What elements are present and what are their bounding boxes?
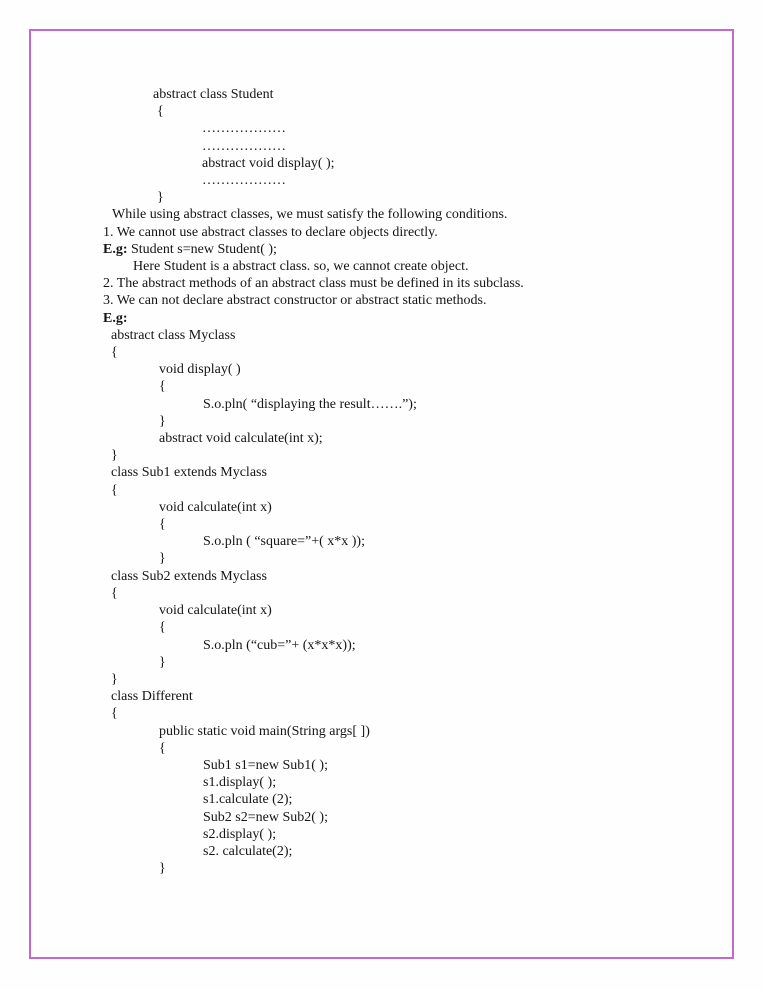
text-line — [103, 826, 728, 843]
line-text: { — [159, 740, 166, 756]
text-line — [103, 241, 728, 258]
line-text: ……………… — [202, 138, 286, 154]
line-text: Sub2 s2=new Sub2( ); — [203, 809, 328, 825]
line-text: { — [159, 517, 166, 533]
line-text: class Sub1 extends Myclass — [111, 465, 267, 481]
text-line — [103, 378, 728, 395]
line-text: public static void main(String args[ ]) — [159, 723, 370, 739]
text-line — [103, 189, 728, 206]
line-text: } — [159, 654, 166, 670]
text-line — [103, 723, 728, 740]
text-line — [103, 482, 728, 499]
line-text: } — [157, 190, 164, 206]
text-line — [103, 86, 728, 103]
line-text: abstract class Myclass — [111, 327, 236, 343]
line-text: Here Student is a abstract class. so, we cannot create object. — [133, 259, 469, 275]
text-line — [103, 533, 728, 550]
text-line — [103, 602, 728, 619]
line-text: s1.display( ); — [203, 775, 277, 791]
line-text: S.o.pln( “displaying the result…….”); — [203, 396, 417, 412]
line-text: { — [159, 379, 166, 395]
line-text: } — [159, 861, 166, 877]
text-line — [103, 103, 728, 120]
text-line — [103, 138, 728, 155]
text-line — [103, 361, 728, 378]
line-text: 1. We cannot use abstract classes to declare objects directly. — [103, 224, 438, 240]
text-line — [103, 327, 728, 344]
text-line — [103, 671, 728, 688]
text-line — [103, 344, 728, 361]
line-text: class Different — [111, 689, 193, 705]
line-text: 3. We can not declare abstract constructor or abstract static methods. — [103, 293, 487, 309]
line-text: ……………… — [202, 121, 286, 137]
line-text: s2. calculate(2); — [203, 843, 293, 859]
line-text: } — [159, 413, 166, 429]
text-line — [103, 568, 728, 585]
text-line — [103, 791, 728, 808]
text-line — [103, 310, 728, 327]
text-line — [103, 224, 728, 241]
text-line — [103, 120, 728, 137]
text-line — [103, 619, 728, 636]
line-text: void display( ) — [159, 362, 241, 378]
text-line — [103, 206, 728, 223]
line-text: { — [159, 620, 166, 636]
bold-label: E.g: — [103, 310, 128, 326]
line-text: While using abstract classes, we must satisfy the following conditions. — [112, 207, 508, 223]
text-line — [103, 688, 728, 705]
line-text: s2.display( ); — [203, 826, 277, 842]
text-line — [103, 413, 728, 430]
line-text: } — [159, 551, 166, 567]
line-text: } — [111, 448, 118, 464]
text-line — [103, 654, 728, 671]
document-lines — [103, 86, 728, 877]
text-line — [103, 292, 728, 309]
text-line — [103, 275, 728, 292]
text-line — [103, 172, 728, 189]
line-text: { — [111, 585, 118, 601]
text-line — [103, 585, 728, 602]
text-line — [103, 464, 728, 481]
text-line — [103, 757, 728, 774]
text-line — [103, 516, 728, 533]
text-line — [103, 258, 728, 275]
line-text: { — [111, 345, 118, 361]
line-text: 2. The abstract methods of an abstract class must be defined in its subclass. — [103, 276, 524, 292]
line-text: } — [111, 671, 118, 687]
line-text: s1.calculate (2); — [203, 792, 293, 808]
line-text: S.o.pln (“cub=”+ (x*x*x)); — [203, 637, 356, 653]
line-text: Student s=new Student( ); — [127, 241, 277, 257]
text-line — [103, 447, 728, 464]
text-line — [103, 430, 728, 447]
text-line — [103, 740, 728, 757]
line-text: void calculate(int x) — [159, 603, 272, 619]
text-line — [103, 860, 728, 877]
line-text: S.o.pln ( “square=”+( x*x )); — [203, 534, 365, 550]
line-text: { — [111, 482, 118, 498]
text-line — [103, 499, 728, 516]
line-text: { — [111, 706, 118, 722]
line-text: abstract class Student — [153, 87, 274, 102]
text-line — [103, 550, 728, 567]
bold-label: E.g: — [103, 241, 128, 257]
line-text: void calculate(int x) — [159, 499, 272, 515]
line-text: abstract void display( ); — [202, 155, 335, 171]
line-text: { — [157, 104, 164, 120]
line-text: class Sub2 extends Myclass — [111, 568, 267, 584]
text-line — [103, 843, 728, 860]
text-line — [103, 637, 728, 654]
text-line — [103, 155, 728, 172]
line-text: abstract void calculate(int x); — [159, 431, 323, 447]
text-line — [103, 396, 728, 413]
text-line — [103, 705, 728, 722]
text-line — [103, 774, 728, 791]
text-line — [103, 809, 728, 826]
line-text: ……………… — [202, 173, 286, 189]
line-text: Sub1 s1=new Sub1( ); — [203, 757, 328, 773]
